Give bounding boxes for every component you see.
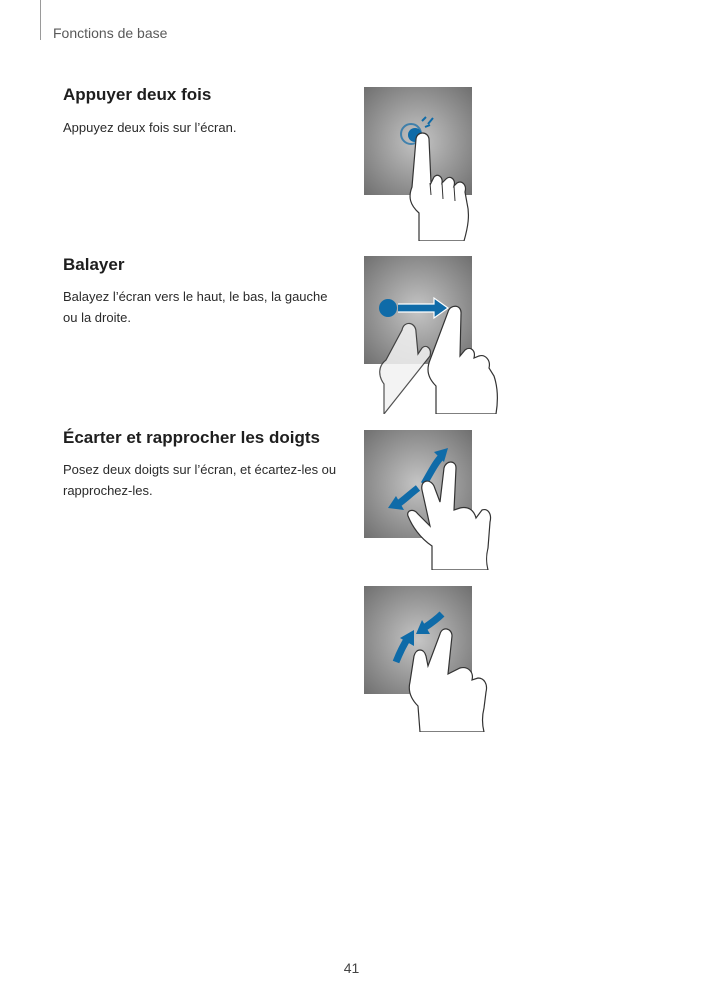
double-tap-gesture-icon (364, 87, 489, 241)
section-text-swipe: Balayez l’écran vers le haut, le bas, la gauche ou la droite. (63, 289, 328, 325)
section-text-spread-pinch: Posez deux doigts sur l’écran, et écartez-les ou rapprochez-les. (63, 462, 337, 498)
pinch-fingers-gesture-icon (364, 586, 494, 732)
running-head: Fonctions de base (53, 25, 168, 41)
section-title-swipe: Balayer (63, 255, 125, 274)
spread-fingers-gesture-icon (364, 430, 494, 570)
section-title-double-tap: Appuyer deux fois (63, 85, 212, 104)
section-title-spread-pinch: Écarter et rapprocher les doigts (63, 428, 320, 447)
margin-rule (40, 0, 41, 40)
page-number: 41 (343, 960, 360, 976)
section-text-double-tap: Appuyez deux fois sur l’écran. (63, 120, 237, 135)
swipe-gesture-icon (364, 256, 504, 414)
